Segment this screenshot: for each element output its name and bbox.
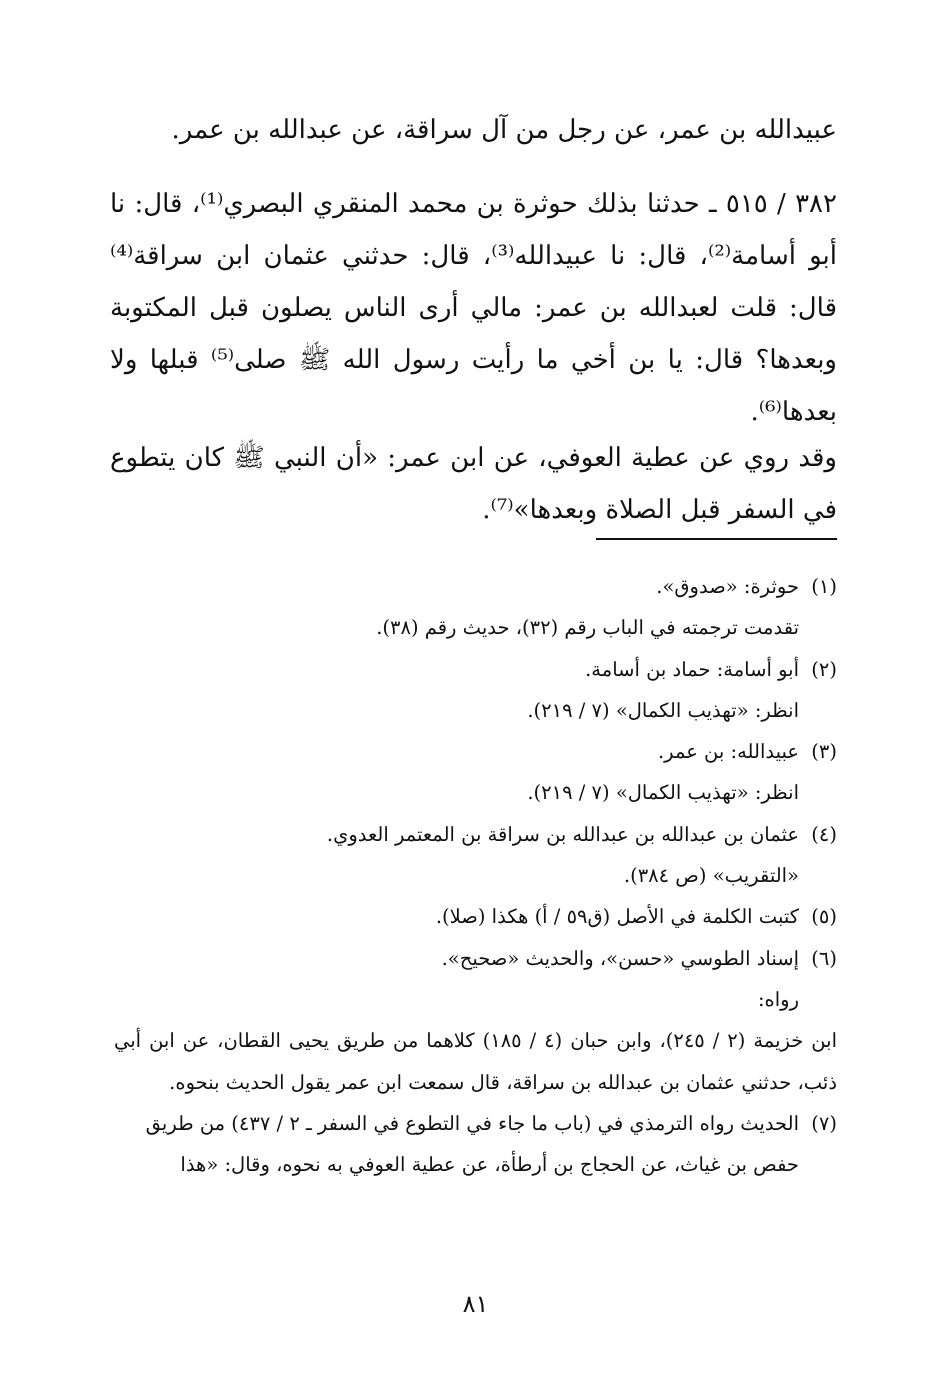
paragraph-1: عبيدالله بن عمر، عن رجل من آل سراقة، عن عبدالله بن عمر.	[171, 115, 837, 145]
footnote-line: انظر: «تهذيب الكمال» (٧ / ٢١٩).	[527, 698, 799, 722]
footnote-number: (٦)	[811, 946, 837, 970]
footnote-line: عثمان بن عبدالله بن عبدالله بن سراقة بن المعتمر العدوي.	[326, 822, 799, 846]
footnote-2	[114, 649, 837, 732]
footnote-6	[114, 938, 837, 1021]
footnote-number: (١)	[811, 575, 837, 598]
footnote-number: (٤)	[811, 822, 837, 846]
paragraph-2: ٣٨٢ / ٥١٥ ـ حدثنا بذلك حوثرة بن محمد المنقري البصري⁽¹⁾، قال: نا أبو أسامة⁽²⁾، قال: نا عبيدالله⁽³⁾، قال: حدثني عثمان ابن سراقة⁽⁴⁾ قال: قلت لعبدالله بن عمر: مالي أرى الناس يصلون قبل المكتوبة وبعدها؟ قال: يا بن أخي ما رأيت رسول الله ﷺ صلى⁽⁵⁾ قبلها ولا بعدها⁽⁶⁾.	[110, 189, 838, 427]
footnote-line: الحديث رواه الترمذي في (باب ما جاء في التطوع في السفر ـ ٢ / ٤٣٧) من طريق حفص بن غياث، عن الحجاج بن أرطأة، عن عطية العوفي به نحوه، وقال: «هذا	[145, 1111, 799, 1177]
footnote-line: انظر: «تهذيب الكمال» (٧ / ٢١٩).	[527, 781, 799, 805]
footnote-number: (٧)	[811, 1111, 837, 1135]
footnote-separator	[596, 538, 837, 540]
footnote-line: عبيدالله: بن عمر.	[657, 740, 799, 764]
footnote-line: حوثرة: «صدوق».	[656, 575, 799, 598]
page-number: ٨١	[462, 1290, 489, 1318]
footnote-line: رواه:	[757, 987, 799, 1011]
footnote-1	[114, 566, 837, 649]
footnote-7	[114, 1103, 837, 1186]
footnote-line: «التقريب» (ص ٣٨٤).	[623, 864, 799, 888]
footnote-number: (٣)	[811, 740, 837, 764]
footnotes	[114, 566, 837, 1185]
footnote-number: (٥)	[811, 905, 837, 929]
footnote-5	[114, 896, 837, 937]
footnote-line: تقدمت ترجمته في الباب رقم (٣٢)، حديث رقم (٣٨).	[376, 616, 799, 640]
footnote-4	[114, 814, 837, 897]
footnote-3	[114, 731, 837, 814]
footnote-number: (٢)	[811, 657, 837, 681]
footnote-line: كتبت الكلمة في الأصل (ق٥٩ / أ) هكذا (صلا).	[435, 905, 799, 929]
paragraph-3: وقد روي عن عطية العوفي، عن ابن عمر: «أن النبي ﷺ كان يتطوع في السفر قبل الصلاة وبعدها»⁽⁷⁾.	[110, 443, 837, 525]
footnote-6-continuation: ابن خزيمة (٢ / ٢٤٥)، وابن حبان (٤ / ١٨٥) كلاهما من طريق يحيى القطان، عن ابن أبي ذئب، حدثني عثمان بن عبدالله بن سراقة، قال سمعت ابن عمر يقول الحديث بنحوه.	[114, 1029, 837, 1094]
footnote-line: إسناد الطوسي «حسن»، والحديث «صحيح».	[441, 946, 799, 970]
footnote-line: أبو أسامة: حماد بن أسامة.	[585, 657, 799, 681]
